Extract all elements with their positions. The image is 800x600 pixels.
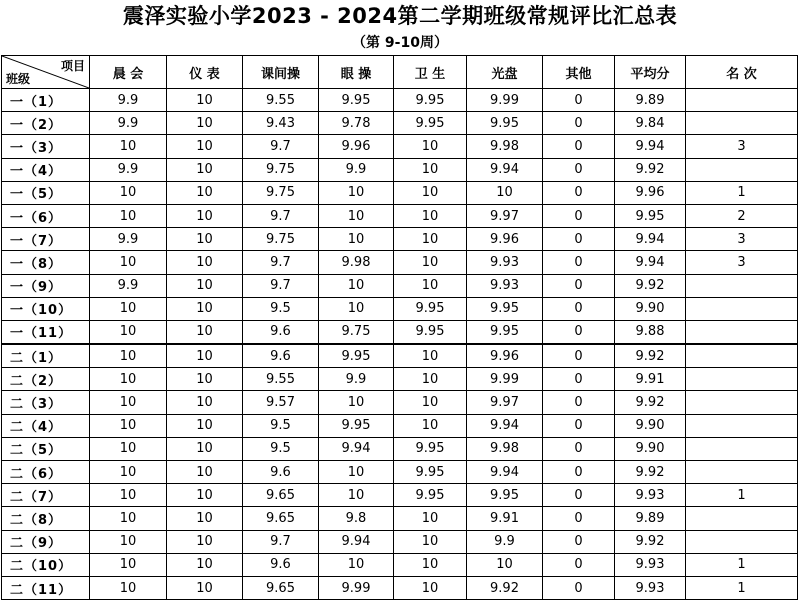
score-cell: 10	[394, 414, 467, 437]
column-header: 卫 生	[394, 56, 467, 89]
score-cell	[686, 391, 798, 414]
score-cell: 10	[90, 437, 167, 460]
score-cell: 10	[167, 89, 243, 112]
table-row	[2, 391, 798, 414]
score-cell: 10	[167, 461, 243, 484]
score-cell: 0	[543, 274, 615, 297]
score-cell: 9.92	[615, 391, 686, 414]
score-cell: 10	[319, 391, 394, 414]
score-cell: 10	[394, 391, 467, 414]
score-cell: 10	[394, 228, 467, 251]
score-cell: 9.9	[90, 228, 167, 251]
score-cell: 10	[167, 576, 243, 599]
score-cell: 9.92	[615, 344, 686, 368]
score-cell: 9.91	[615, 368, 686, 391]
score-cell: 10	[394, 274, 467, 297]
score-cell: 0	[543, 181, 615, 204]
score-cell: 9.92	[615, 461, 686, 484]
table-row	[2, 135, 798, 158]
score-cell: 10	[394, 344, 467, 368]
score-cell	[686, 530, 798, 553]
score-cell: 3	[686, 251, 798, 274]
score-cell: 10	[90, 344, 167, 368]
score-cell: 9.7	[243, 251, 319, 274]
summary-table	[1, 55, 798, 600]
score-cell: 9.95	[394, 297, 467, 320]
score-cell: 9.9	[467, 530, 543, 553]
class-name-cell: 一（4）	[2, 158, 90, 181]
score-cell: 10	[90, 181, 167, 204]
table-row	[2, 344, 798, 368]
score-cell: 10	[167, 507, 243, 530]
score-cell: 9.7	[243, 530, 319, 553]
score-cell: 10	[90, 414, 167, 437]
class-name-cell: 二（1）	[2, 344, 90, 368]
score-cell: 3	[686, 135, 798, 158]
table-row	[2, 297, 798, 320]
score-cell: 9.92	[615, 158, 686, 181]
score-cell: 0	[543, 112, 615, 135]
table-row	[2, 251, 798, 274]
score-cell: 9.9	[90, 89, 167, 112]
table-row	[2, 228, 798, 251]
score-cell	[686, 437, 798, 460]
class-name-cell: 一（6）	[2, 204, 90, 227]
column-header: 平均分	[615, 56, 686, 89]
table-row	[2, 274, 798, 297]
class-name-cell: 二（2）	[2, 368, 90, 391]
score-cell: 9.78	[319, 112, 394, 135]
score-cell: 1	[686, 576, 798, 599]
score-cell: 10	[394, 251, 467, 274]
score-cell: 1	[686, 181, 798, 204]
score-cell: 9.90	[615, 437, 686, 460]
class-name-cell: 一（3）	[2, 135, 90, 158]
score-cell: 9.90	[615, 414, 686, 437]
score-cell: 9.95	[467, 297, 543, 320]
score-cell: 0	[543, 461, 615, 484]
score-cell: 9.95	[394, 437, 467, 460]
score-cell: 0	[543, 391, 615, 414]
score-cell: 0	[543, 484, 615, 507]
score-cell: 10	[167, 484, 243, 507]
score-cell: 10	[90, 576, 167, 599]
score-cell: 10	[167, 530, 243, 553]
score-cell: 9.96	[615, 181, 686, 204]
score-cell: 10	[394, 181, 467, 204]
score-cell: 9.5	[243, 437, 319, 460]
table-row	[2, 204, 798, 227]
score-cell: 10	[167, 135, 243, 158]
score-cell: 0	[543, 368, 615, 391]
class-name-cell: 二（7）	[2, 484, 90, 507]
score-cell: 9.93	[615, 484, 686, 507]
class-name-cell: 一（7）	[2, 228, 90, 251]
score-cell: 10	[167, 437, 243, 460]
class-name-cell: 一（11）	[2, 320, 90, 344]
score-cell: 0	[543, 344, 615, 368]
table-row	[2, 89, 798, 112]
score-cell: 9.94	[467, 461, 543, 484]
class-name-cell: 一（10）	[2, 297, 90, 320]
score-cell: 10	[90, 204, 167, 227]
score-cell	[686, 158, 798, 181]
score-cell: 10	[319, 297, 394, 320]
score-cell: 10	[90, 461, 167, 484]
score-cell: 9.7	[243, 204, 319, 227]
score-cell: 10	[394, 135, 467, 158]
score-cell: 9.94	[467, 158, 543, 181]
class-name-cell: 二（9）	[2, 530, 90, 553]
score-cell: 9.95	[319, 414, 394, 437]
score-cell: 9.99	[467, 368, 543, 391]
score-cell: 10	[167, 553, 243, 576]
score-cell: 10	[319, 553, 394, 576]
score-cell: 9.95	[394, 461, 467, 484]
score-cell: 9.99	[467, 89, 543, 112]
score-cell: 9.96	[467, 344, 543, 368]
score-cell	[686, 368, 798, 391]
score-cell: 9.95	[394, 484, 467, 507]
score-cell: 10	[167, 274, 243, 297]
score-cell: 10	[467, 553, 543, 576]
score-cell: 10	[90, 391, 167, 414]
score-cell: 10	[319, 181, 394, 204]
score-cell	[686, 414, 798, 437]
class-name-cell: 二（3）	[2, 391, 90, 414]
score-cell: 0	[543, 507, 615, 530]
class-name-cell: 二（11）	[2, 576, 90, 599]
score-cell: 10	[90, 368, 167, 391]
score-cell: 9.95	[394, 112, 467, 135]
score-cell: 10	[90, 553, 167, 576]
score-cell: 9.92	[615, 274, 686, 297]
score-cell: 9.92	[467, 576, 543, 599]
document-title: 震泽实验小学2023 - 2024第二学期班级常规评比汇总表	[122, 4, 678, 28]
score-cell: 0	[543, 251, 615, 274]
score-cell: 9.89	[615, 89, 686, 112]
score-cell: 10	[167, 181, 243, 204]
score-cell: 9.94	[615, 228, 686, 251]
score-cell: 9.95	[467, 112, 543, 135]
score-cell: 10	[90, 320, 167, 344]
score-cell: 9.93	[467, 274, 543, 297]
score-cell: 9.98	[319, 251, 394, 274]
score-cell: 10	[167, 204, 243, 227]
score-cell: 10	[394, 576, 467, 599]
score-cell: 10	[167, 344, 243, 368]
score-cell: 9.5	[243, 297, 319, 320]
score-cell: 9.95	[467, 320, 543, 344]
score-cell: 9.93	[467, 251, 543, 274]
score-cell: 9.55	[243, 368, 319, 391]
score-cell: 10	[394, 368, 467, 391]
score-cell: 9.75	[243, 228, 319, 251]
table-row	[2, 414, 798, 437]
score-cell: 9.9	[90, 112, 167, 135]
class-name-cell: 一（5）	[2, 181, 90, 204]
table-row	[2, 368, 798, 391]
score-cell: 9.57	[243, 391, 319, 414]
document-subtitle: （第 9-10周）	[352, 35, 448, 51]
column-header: 课间操	[243, 56, 319, 89]
score-cell: 9.94	[615, 135, 686, 158]
score-cell: 9.9	[90, 274, 167, 297]
score-cell: 3	[686, 228, 798, 251]
score-cell: 0	[543, 553, 615, 576]
score-cell: 9.95	[394, 89, 467, 112]
score-cell: 9.43	[243, 112, 319, 135]
score-cell: 10	[167, 297, 243, 320]
score-cell: 0	[543, 530, 615, 553]
score-cell: 0	[543, 320, 615, 344]
header-class-label: 班级	[6, 72, 31, 86]
score-cell: 9.98	[467, 437, 543, 460]
score-cell: 10	[319, 274, 394, 297]
score-cell: 10	[394, 553, 467, 576]
score-cell: 9.5	[243, 414, 319, 437]
score-cell: 9.97	[467, 391, 543, 414]
score-cell: 9.94	[319, 437, 394, 460]
score-cell: 0	[543, 437, 615, 460]
score-cell	[686, 274, 798, 297]
table-row	[2, 158, 798, 181]
score-cell: 9.97	[467, 204, 543, 227]
table-row	[2, 530, 798, 553]
score-cell	[686, 461, 798, 484]
score-cell: 10	[90, 297, 167, 320]
column-header: 晨 会	[90, 56, 167, 89]
score-cell: 9.93	[615, 553, 686, 576]
score-cell: 9.95	[467, 484, 543, 507]
score-cell: 9.92	[615, 530, 686, 553]
column-header: 名 次	[686, 56, 798, 89]
score-cell: 9.94	[615, 251, 686, 274]
score-cell: 10	[167, 228, 243, 251]
class-name-cell: 二（10）	[2, 553, 90, 576]
table-row	[2, 181, 798, 204]
score-cell: 0	[543, 89, 615, 112]
score-cell: 9.6	[243, 461, 319, 484]
score-cell: 9.8	[319, 507, 394, 530]
score-cell: 1	[686, 484, 798, 507]
table-row	[2, 320, 798, 344]
score-cell: 9.75	[243, 158, 319, 181]
score-cell: 10	[467, 181, 543, 204]
score-cell: 9.75	[243, 181, 319, 204]
score-cell: 9.96	[319, 135, 394, 158]
score-cell: 10	[394, 204, 467, 227]
class-name-cell: 二（6）	[2, 461, 90, 484]
score-cell	[686, 89, 798, 112]
score-cell: 10	[90, 251, 167, 274]
header-item-label: 项目	[60, 59, 85, 73]
score-cell: 0	[543, 135, 615, 158]
score-cell	[686, 344, 798, 368]
score-cell: 9.65	[243, 507, 319, 530]
table-row	[2, 576, 798, 599]
class-name-cell: 二（4）	[2, 414, 90, 437]
score-cell: 9.65	[243, 576, 319, 599]
class-name-cell: 二（8）	[2, 507, 90, 530]
score-cell: 9.95	[319, 89, 394, 112]
score-cell: 10	[167, 158, 243, 181]
score-cell: 9.75	[319, 320, 394, 344]
table-row	[2, 437, 798, 460]
score-cell: 9.94	[467, 414, 543, 437]
score-cell: 9.90	[615, 297, 686, 320]
score-cell: 10	[394, 530, 467, 553]
score-cell: 10	[90, 507, 167, 530]
score-cell: 10	[319, 228, 394, 251]
score-cell: 9.7	[243, 135, 319, 158]
class-name-cell: 一（9）	[2, 274, 90, 297]
score-cell: 0	[543, 158, 615, 181]
score-cell: 10	[90, 484, 167, 507]
score-cell: 0	[543, 414, 615, 437]
score-cell: 9.9	[90, 158, 167, 181]
class-name-cell: 一（2）	[2, 112, 90, 135]
class-name-cell: 一（8）	[2, 251, 90, 274]
score-cell: 10	[167, 251, 243, 274]
score-cell	[686, 507, 798, 530]
score-cell: 10	[319, 461, 394, 484]
score-cell: 10	[319, 484, 394, 507]
score-cell: 9.91	[467, 507, 543, 530]
score-cell: 10	[90, 135, 167, 158]
table-row	[2, 507, 798, 530]
table-row	[2, 112, 798, 135]
score-cell: 9.65	[243, 484, 319, 507]
score-cell: 9.6	[243, 553, 319, 576]
score-cell: 10	[167, 320, 243, 344]
score-cell: 10	[90, 530, 167, 553]
table-row	[2, 553, 798, 576]
score-cell: 9.7	[243, 274, 319, 297]
score-cell: 10	[167, 391, 243, 414]
score-cell: 0	[543, 297, 615, 320]
score-cell: 10	[394, 158, 467, 181]
header-corner-cell	[2, 56, 90, 89]
score-cell: 9.9	[319, 368, 394, 391]
score-cell: 10	[394, 507, 467, 530]
score-cell: 9.99	[319, 576, 394, 599]
score-cell: 9.95	[319, 344, 394, 368]
score-cell: 10	[319, 204, 394, 227]
score-cell: 2	[686, 204, 798, 227]
score-cell	[686, 112, 798, 135]
score-cell: 9.95	[615, 204, 686, 227]
score-cell	[686, 297, 798, 320]
score-cell: 9.88	[615, 320, 686, 344]
score-cell: 9.9	[319, 158, 394, 181]
column-header: 光盘	[467, 56, 543, 89]
score-cell: 9.55	[243, 89, 319, 112]
column-header: 眼 操	[319, 56, 394, 89]
score-cell: 0	[543, 228, 615, 251]
header-row	[2, 56, 798, 89]
score-cell: 10	[167, 414, 243, 437]
score-cell: 10	[167, 368, 243, 391]
class-name-cell: 二（5）	[2, 437, 90, 460]
score-cell: 0	[543, 204, 615, 227]
table-row	[2, 461, 798, 484]
table-body	[2, 89, 798, 600]
score-cell: 9.96	[467, 228, 543, 251]
score-cell: 10	[167, 112, 243, 135]
score-cell: 9.93	[615, 576, 686, 599]
score-cell: 9.98	[467, 135, 543, 158]
score-cell: 1	[686, 553, 798, 576]
column-header: 其他	[543, 56, 615, 89]
score-cell: 9.6	[243, 320, 319, 344]
score-cell: 9.6	[243, 344, 319, 368]
column-header: 仪 表	[167, 56, 243, 89]
score-cell: 9.95	[394, 320, 467, 344]
score-cell: 0	[543, 576, 615, 599]
score-cell	[686, 320, 798, 344]
table-row	[2, 484, 798, 507]
class-name-cell: 一（1）	[2, 89, 90, 112]
score-cell: 9.94	[319, 530, 394, 553]
score-cell: 9.89	[615, 507, 686, 530]
score-cell: 9.84	[615, 112, 686, 135]
